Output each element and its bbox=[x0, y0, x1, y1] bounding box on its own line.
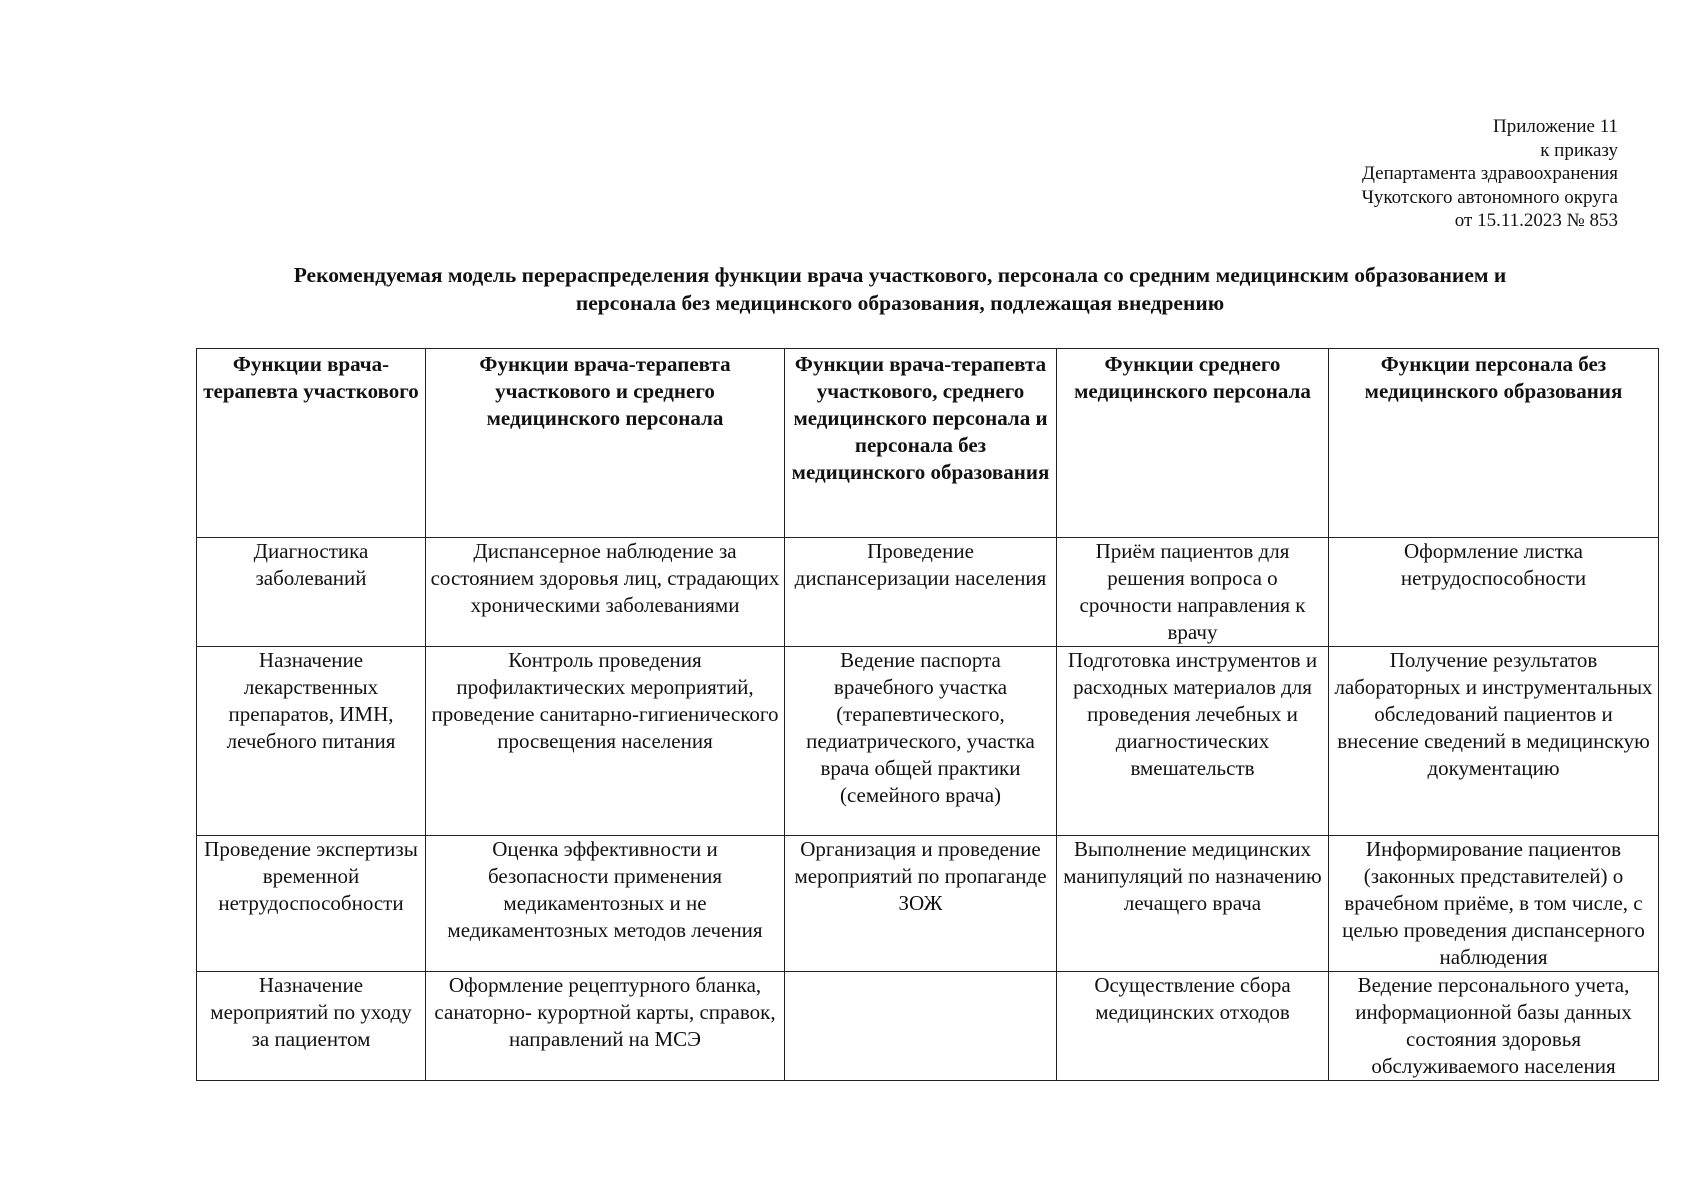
table-cell: Организация и проведение мероприятий по пропаганде ЗОЖ bbox=[785, 836, 1057, 972]
table-cell: Назначение лекарственных препаратов, ИМН, лечебного питания bbox=[197, 647, 426, 836]
functions-table bbox=[196, 348, 1659, 1081]
table-cell: Ведение персонального учета, информационной базы данных состояния здоровья обслуживаемого населения bbox=[1329, 972, 1659, 1081]
appendix-date-number: от 15.11.2023 № 853 bbox=[1454, 210, 1618, 231]
table-cell: Проведение диспансеризации населения bbox=[785, 538, 1057, 647]
table-cell-empty bbox=[785, 972, 1057, 1081]
table-cell: Диспансерное наблюдение за состоянием здоровья лиц, страдающих хроническими заболеваниями bbox=[426, 538, 785, 647]
table-cell: Информирование пациентов (законных представителей) о врачебном приёме, в том числе, с целью проведения диспансерного наблюдения bbox=[1329, 836, 1659, 972]
document-title-line-2: персонала без медицинского образования, подлежащая внедрению bbox=[575, 291, 1225, 315]
table-row bbox=[197, 538, 1659, 647]
table-cell: Назначение мероприятий по уходу за пациентом bbox=[197, 972, 426, 1081]
table-cell: Диагностика заболеваний bbox=[197, 538, 426, 647]
table-cell: Осуществление сбора медицинских отходов bbox=[1057, 972, 1329, 1081]
table-cell: Получение результатов лабораторных и инструментальных обследований пациентов и внесение сведений в медицинскую документацию bbox=[1329, 647, 1659, 836]
table-cell: Выполнение медицинских манипуляций по назначению лечащего врача bbox=[1057, 836, 1329, 972]
appendix-department: Департамента здравоохранения bbox=[1361, 163, 1618, 184]
appendix-block bbox=[1362, 115, 1618, 233]
document-title bbox=[150, 261, 1650, 317]
table-row bbox=[197, 836, 1659, 972]
column-header-nurse: Функции среднего медицинского персонала bbox=[1057, 349, 1329, 538]
table-cell: Ведение паспорта врачебного участка (терапевтического, педиатрического, участка врача общей практики (семейного врача) bbox=[785, 647, 1057, 836]
table-cell: Проведение экспертизы временной нетрудоспособности bbox=[197, 836, 426, 972]
table-row bbox=[197, 972, 1659, 1081]
table-cell: Оформление листка нетрудоспособности bbox=[1329, 538, 1659, 647]
column-header-therapist: Функции врача-терапевта участкового bbox=[197, 349, 426, 538]
appendix-region: Чукотского автономного округа bbox=[1361, 186, 1618, 208]
table-header-row bbox=[197, 349, 1659, 538]
column-header-therapist-nurse-staff: Функции врача-терапевта участкового, среднего медицинского персонала и персонала без медицинского образования bbox=[785, 349, 1057, 538]
table-cell: Оформление рецептурного бланка, санаторно- курортной карты, справок, направлений на МСЭ bbox=[426, 972, 785, 1081]
table-cell: Подготовка инструментов и расходных материалов для проведения лечебных и диагностических вмешательств bbox=[1057, 647, 1329, 836]
column-header-non-medical-staff: Функции персонала без медицинского образования bbox=[1329, 349, 1659, 538]
table-cell: Контроль проведения профилактических мероприятий, проведение санитарно-гигиенического просвещения населения bbox=[426, 647, 785, 836]
table-cell: Оценка эффективности и безопасности применения медикаментозных и не медикаментозных методов лечения bbox=[426, 836, 785, 972]
table-cell: Приём пациентов для решения вопроса о срочности направления к врачу bbox=[1057, 538, 1329, 647]
table-row bbox=[197, 647, 1659, 836]
document-title-line-1: Рекомендуемая модель перераспределения функции врача участкового, персонала со средним медицинским образованием и bbox=[293, 263, 1507, 287]
appendix-order-ref: к приказу bbox=[1540, 139, 1618, 161]
column-header-therapist-nurse: Функции врача-терапевта участкового и среднего медицинского персонала bbox=[426, 349, 785, 538]
appendix-number: Приложение 11 bbox=[1492, 116, 1618, 137]
